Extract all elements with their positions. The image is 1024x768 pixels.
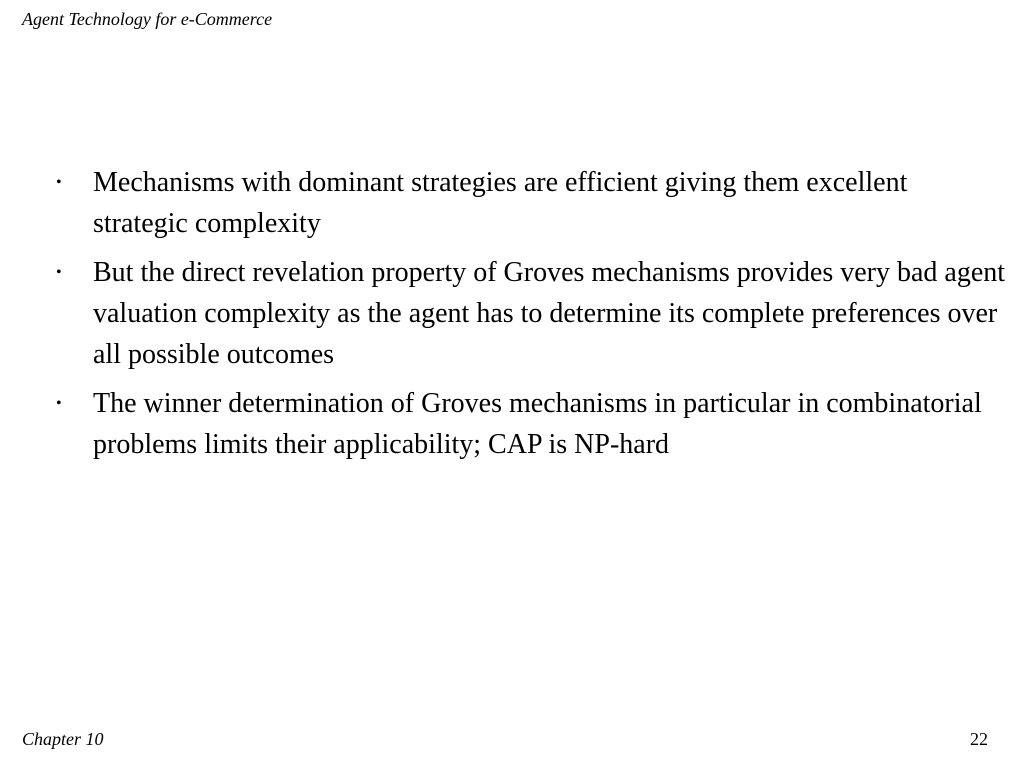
bullet-dot-icon: • — [56, 395, 62, 412]
bullet-dot-icon: • — [56, 264, 62, 281]
bullet-item — [56, 383, 1006, 465]
bullet-text: The winner determination of Groves mechanisms in particular in combinatorial problems limits their applicability; CAP is NP-hard — [93, 388, 982, 460]
bullet-item — [56, 162, 1006, 244]
bullet-text: Mechanisms with dominant strategies are efficient giving them excellent strategic complexity — [93, 167, 908, 239]
page-number: 22 — [970, 729, 988, 749]
bullet-text: But the direct revelation property of Groves mechanisms provides very bad agent valuation complexity as the agent has to determine its complete preferences over all possible outcomes — [93, 257, 1006, 370]
bullet-list — [56, 162, 1006, 473]
footer-chapter: Chapter 10 — [22, 729, 104, 749]
header-title: Agent Technology for e-Commerce — [22, 9, 273, 29]
bullet-item — [56, 252, 1006, 375]
bullet-dot-icon: • — [56, 174, 62, 191]
